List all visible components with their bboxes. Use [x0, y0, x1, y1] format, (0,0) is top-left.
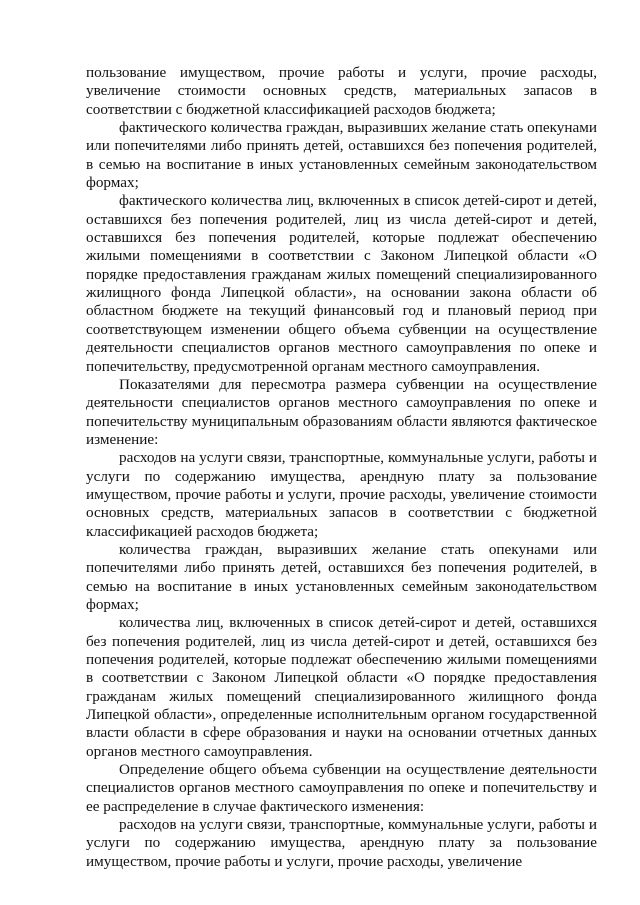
paragraph-subvention-determination: Определение общего объема субвенции на осуществление деятельности специалистов органов местного самоуправления по опеке и попечительству и ее распределение в случае фактического изменения: — [86, 761, 597, 815]
paragraph-orphans-housing-count: фактического количества лиц, включенных в список детей-сирот и детей, оставшихся без попечения родителей, лиц из числа детей-сирот и детей, оставшихся без попечения родителей, которые подлежат обеспечению жилыми помещениями в соответствии с Законом Липецкой области «О порядке предоставления гражданам жилых помещений специализированного жилищного фонда Липецкой области», на основании закона области об областном бюджете на текущий финансовый год и плановый период при соответствующем изменении общего объема субвенции на осуществление деятельности специалистов органов местного самоуправления по опеке и попечительству, предусмотренной органам местного самоуправления. — [86, 192, 597, 375]
paragraph-expenses-continued: расходов на услуги связи, транспортные, коммунальные услуги, работы и услуги по содержанию имущества, арендную плату за пользование имуществом, прочие работы и услуги, прочие расходы, увеличение — [86, 816, 597, 870]
paragraph-guardians-count: фактического количества граждан, выразивших желание стать опекунами или попечителями либо принять детей, оставшихся без попечения родителей, в семью на воспитание в иных установленных семейным законодательством формах; — [86, 119, 597, 192]
paragraph-continuation: пользование имуществом, прочие работы и услуги, прочие расходы, увеличение стоимости основных средств, материальных запасов в соответствии с бюджетной классификацией расходов бюджета; — [86, 64, 597, 118]
paragraph-expenses: расходов на услуги связи, транспортные, коммунальные услуги, работы и услуги по содержанию имущества, арендную плату за пользование имуществом, прочие работы и услуги, прочие расходы, увеличение стоимости основных средств, материальных запасов в соответствии с бюджетной классификацией расходов бюджета; — [86, 449, 597, 540]
paragraph-persons-count: количества лиц, включенных в список детей-сирот и детей, оставшихся без попечения родителей, лиц из числа детей-сирот и детей, оставшихся без попечения родителей, которые подлежат обеспечению жилыми помещениями в соответствии с Законом Липецкой области «О порядке предоставления гражданам жилых помещений специализированного жилищного фонда Липецкой области», определенные исполнительным органом государственной власти области в сфере образования и науки на основании отчетных данных органов местного самоуправления. — [86, 614, 597, 760]
paragraph-revision-indicators: Показателями для пересмотра размера субвенции на осуществление деятельности специалистов органов местного самоуправления по опеке и попечительству муниципальным образованиям области являются фактическое изменение: — [86, 375, 597, 448]
document-page — [86, 64, 597, 871]
paragraph-citizens-count: количества граждан, выразивших желание стать опекунами или попечителями либо принять детей, оставшихся без попечения родителей, в семью на воспитание в иных установленных семейным законодательством формах; — [86, 540, 597, 613]
